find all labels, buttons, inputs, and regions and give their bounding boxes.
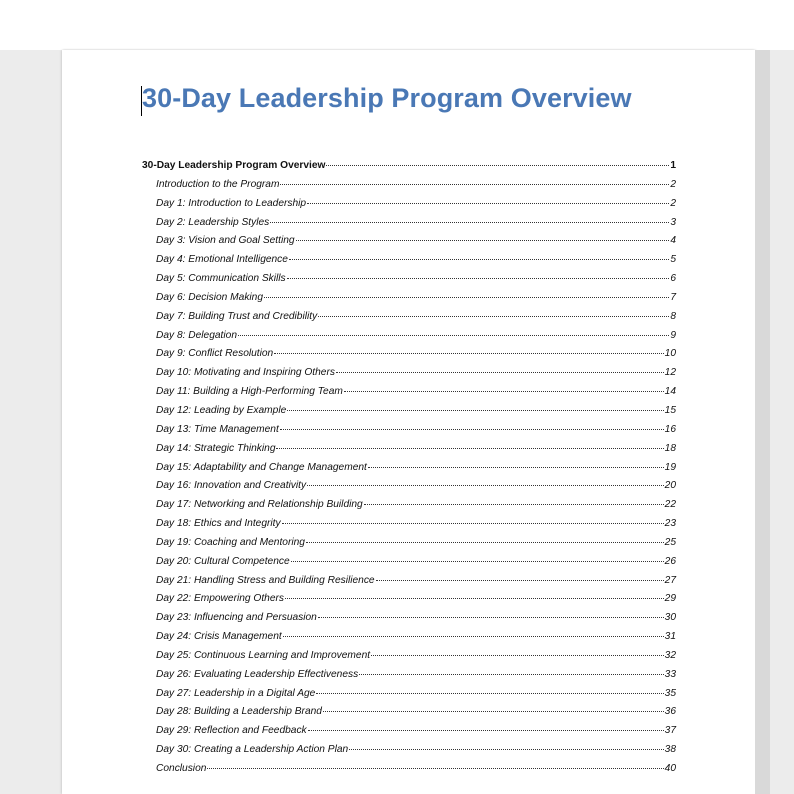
table-of-contents xyxy=(142,160,676,782)
toc-page-number: 7 xyxy=(670,291,676,303)
toc-entry[interactable] xyxy=(142,462,676,481)
toc-entry-label: Day 15: Adaptability and Change Management xyxy=(156,461,367,473)
toc-entry[interactable] xyxy=(142,424,676,443)
toc-dot-leader xyxy=(296,240,670,241)
toc-entry-label: Day 27: Leadership in a Digital Age xyxy=(156,687,316,699)
toc-page-number: 14 xyxy=(664,386,676,398)
toc-dot-leader xyxy=(280,429,664,430)
toc-page-number: 30 xyxy=(664,612,676,624)
toc-entry[interactable] xyxy=(142,725,676,744)
toc-page-number: 19 xyxy=(664,461,676,473)
toc-entry-label: Day 21: Handling Stress and Building Resilience xyxy=(156,574,375,586)
toc-dot-leader xyxy=(264,297,669,298)
toc-entry[interactable] xyxy=(142,556,676,575)
toc-page-number: 5 xyxy=(670,254,676,266)
toc-dot-leader xyxy=(274,353,663,354)
toc-dot-leader xyxy=(359,674,663,675)
toc-entry-label: Day 17: Networking and Relationship Building xyxy=(156,499,363,511)
toc-entry[interactable] xyxy=(142,273,676,292)
toc-entry[interactable] xyxy=(142,744,676,763)
toc-entry-label: Day 19: Coaching and Mentoring xyxy=(156,536,305,548)
toc-entry-label: Conclusion xyxy=(156,763,207,774)
toc-entry[interactable] xyxy=(142,537,676,556)
toc-entry-label: Day 29: Reflection and Feedback xyxy=(156,725,307,737)
toc-entry-label: Day 5: Communication Skills xyxy=(156,273,286,285)
toc-page-number: 22 xyxy=(664,499,676,511)
toc-page-number: 35 xyxy=(664,687,676,699)
toc-dot-leader xyxy=(326,165,669,166)
toc-page-number: 37 xyxy=(664,725,676,737)
toc-entry-label: Day 25: Continuous Learning and Improvement xyxy=(156,649,371,661)
toc-entry[interactable] xyxy=(142,669,676,688)
canvas-right-margin xyxy=(770,50,794,794)
toc-entry-label: Day 16: Innovation and Creativity xyxy=(156,480,307,492)
toc-dot-leader xyxy=(276,448,663,449)
toc-page-number: 10 xyxy=(664,348,676,360)
toc-dot-leader xyxy=(336,372,664,373)
toc-entry[interactable] xyxy=(142,518,676,537)
toc-dot-leader xyxy=(280,184,669,185)
toc-entry[interactable] xyxy=(142,631,676,650)
toc-dot-leader xyxy=(318,617,664,618)
toc-entry[interactable] xyxy=(142,650,676,669)
toc-entry[interactable] xyxy=(142,575,676,594)
toc-dot-leader xyxy=(316,693,663,694)
toc-dot-leader xyxy=(323,711,664,712)
toc-page-number: 33 xyxy=(664,668,676,680)
toc-entry-label: Day 30: Creating a Leadership Action Plan xyxy=(156,744,349,756)
toc-page-number: 16 xyxy=(664,423,676,435)
toc-entry[interactable] xyxy=(142,612,676,631)
toc-entry-label: Day 2: Leadership Styles xyxy=(156,216,270,228)
toc-entry[interactable] xyxy=(142,593,676,612)
toc-page-number: 2 xyxy=(670,178,676,190)
toc-page-number: 36 xyxy=(664,706,676,718)
toc-page-number: 25 xyxy=(664,536,676,548)
toc-entry-label: Day 1: Introduction to Leadership xyxy=(156,197,307,209)
toc-entry[interactable] xyxy=(142,254,676,273)
toc-entry[interactable] xyxy=(142,706,676,725)
toc-entry[interactable] xyxy=(142,367,676,386)
document-title[interactable]: 30-Day Leadership Program Overview xyxy=(142,83,632,113)
toc-entry[interactable] xyxy=(142,179,676,198)
toc-entry[interactable] xyxy=(142,348,676,367)
toc-entry-label: Day 20: Cultural Competence xyxy=(156,555,290,567)
toc-entry[interactable] xyxy=(142,405,676,424)
toc-page-number: 9 xyxy=(670,329,676,341)
toc-page-number: 18 xyxy=(664,442,676,454)
toc-entry-label: Day 28: Building a Leadership Brand xyxy=(156,706,322,718)
toc-page-number: 31 xyxy=(664,631,676,643)
toc-entry[interactable] xyxy=(142,160,676,179)
toc-dot-leader xyxy=(291,561,664,562)
toc-entry[interactable] xyxy=(142,688,676,707)
toc-dot-leader xyxy=(283,636,664,637)
toc-page-number: 38 xyxy=(664,744,676,756)
toc-dot-leader xyxy=(307,203,669,204)
toc-entry-label: Day 24: Crisis Management xyxy=(156,631,282,643)
toc-dot-leader xyxy=(238,335,669,336)
toc-entry-label: Day 10: Motivating and Inspiring Others xyxy=(156,367,335,379)
toc-entry-label: Day 7: Building Trust and Credibility xyxy=(156,310,318,322)
toc-page-number: 40 xyxy=(664,763,676,774)
toc-dot-leader xyxy=(318,316,669,317)
toc-entry[interactable] xyxy=(142,217,676,236)
toc-entry-label: Day 13: Time Management xyxy=(156,423,279,435)
toc-entry[interactable] xyxy=(142,292,676,311)
toc-dot-leader xyxy=(289,259,669,260)
toc-entry[interactable] xyxy=(142,311,676,330)
toc-entry-label: Day 8: Delegation xyxy=(156,329,237,341)
page-edge-shadow xyxy=(755,50,770,794)
toc-dot-leader xyxy=(282,523,664,524)
toc-entry-label: Day 14: Strategic Thinking xyxy=(156,442,276,454)
toc-page-number: 3 xyxy=(670,216,676,228)
toc-entry[interactable] xyxy=(142,235,676,254)
toc-entry-label: 30-Day Leadership Program Overview xyxy=(142,160,326,171)
toc-dot-leader xyxy=(307,485,664,486)
toc-entry-label: Day 22: Empowering Others xyxy=(156,593,284,605)
toc-page-number: 6 xyxy=(670,273,676,285)
toc-entry-label: Day 6: Decision Making xyxy=(156,291,264,303)
toc-page-number: 1 xyxy=(670,160,676,171)
toc-page-number: 20 xyxy=(664,480,676,492)
toc-page-number: 4 xyxy=(670,235,676,247)
canvas-left-margin xyxy=(0,50,62,794)
toc-page-number: 2 xyxy=(670,197,676,209)
toc-dot-leader xyxy=(306,542,664,543)
toc-entry-label: Day 23: Influencing and Persuasion xyxy=(156,612,317,624)
toc-dot-leader xyxy=(368,467,664,468)
toc-dot-leader xyxy=(364,504,664,505)
toc-entry-label: Day 12: Leading by Example xyxy=(156,404,287,416)
toc-dot-leader xyxy=(270,222,669,223)
toc-page-number: 29 xyxy=(664,593,676,605)
toc-entry-label: Introduction to the Program xyxy=(156,178,280,190)
toc-entry-label: Day 4: Emotional Intelligence xyxy=(156,254,288,266)
toc-page-number: 15 xyxy=(664,404,676,416)
toc-page-number: 12 xyxy=(664,367,676,379)
toc-page-number: 27 xyxy=(664,574,676,586)
toc-dot-leader xyxy=(308,730,664,731)
toc-page-number: 23 xyxy=(664,518,676,530)
toc-page-number: 32 xyxy=(664,649,676,661)
toc-dot-leader xyxy=(349,749,663,750)
toc-dot-leader xyxy=(371,655,664,656)
toc-entry[interactable] xyxy=(142,480,676,499)
toc-entry[interactable] xyxy=(142,330,676,349)
toc-entry[interactable] xyxy=(142,763,676,782)
toc-dot-leader xyxy=(285,598,664,599)
toc-entry-label: Day 3: Vision and Goal Setting xyxy=(156,235,295,247)
toc-dot-leader xyxy=(207,768,663,769)
toc-entry[interactable] xyxy=(142,386,676,405)
toc-entry-label: Day 11: Building a High-Performing Team xyxy=(156,386,343,398)
toc-entry[interactable] xyxy=(142,499,676,518)
toc-entry-label: Day 18: Ethics and Integrity xyxy=(156,518,281,530)
toc-dot-leader xyxy=(344,391,664,392)
toc-entry-label: Day 26: Evaluating Leadership Effectiveness xyxy=(156,668,359,680)
toc-page-number: 8 xyxy=(670,310,676,322)
toc-dot-leader xyxy=(287,278,670,279)
toc-dot-leader xyxy=(287,410,663,411)
toc-entry-label: Day 9: Conflict Resolution xyxy=(156,348,274,360)
toc-entry[interactable] xyxy=(142,443,676,462)
toc-entry[interactable] xyxy=(142,198,676,217)
toc-page-number: 26 xyxy=(664,555,676,567)
toc-dot-leader xyxy=(376,580,664,581)
